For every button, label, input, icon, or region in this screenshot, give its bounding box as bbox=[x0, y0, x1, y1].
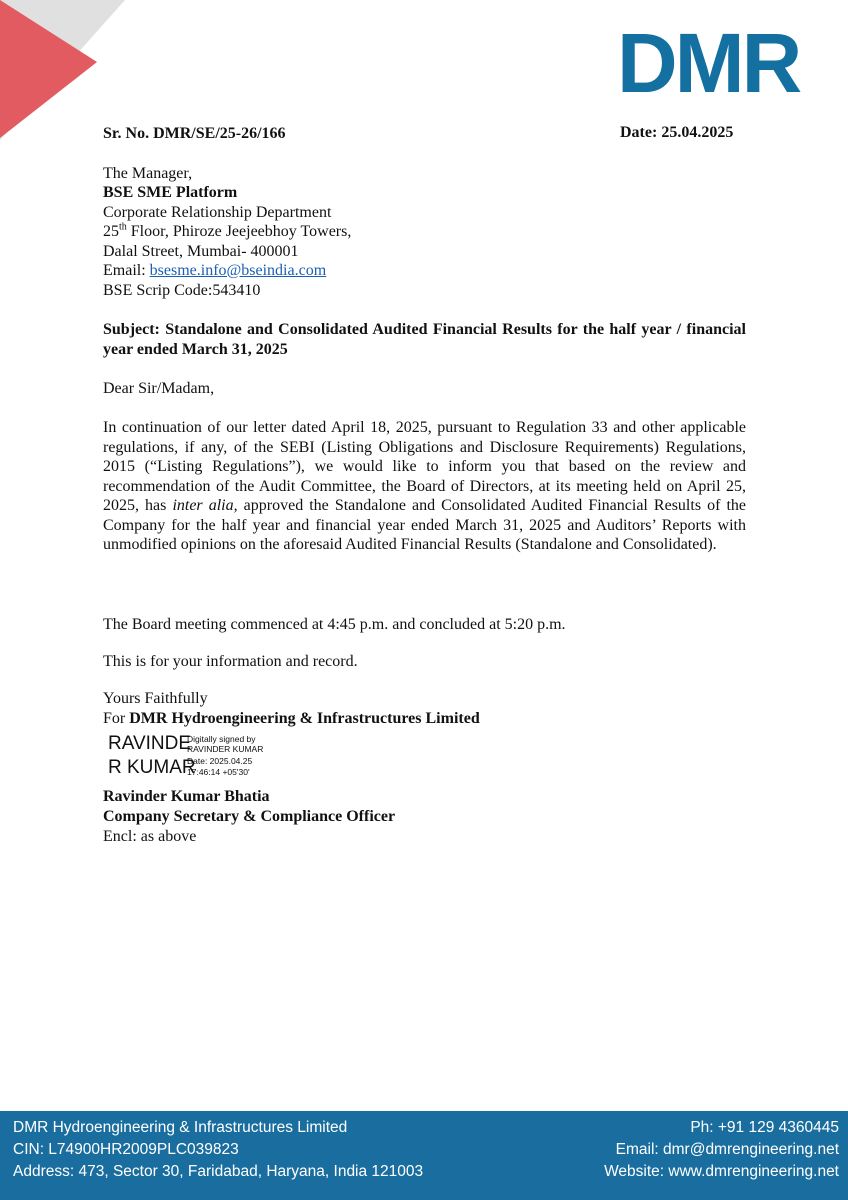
signature-digital-line-2: RAVINDER KUMAR bbox=[187, 744, 264, 754]
signatory-name: Ravinder Kumar Bhatia bbox=[103, 788, 270, 805]
closing-yours: Yours Faithfully bbox=[103, 690, 208, 707]
addressee-email-line: Email: bsesme.info@bseindia.com bbox=[103, 262, 327, 279]
signature-name-line-1: RAVINDE bbox=[108, 733, 192, 754]
enclosure: Encl: as above bbox=[103, 828, 197, 845]
footer-bar bbox=[0, 1111, 848, 1200]
footer-website[interactable]: Website: www.dmrengineering.net bbox=[604, 1163, 839, 1180]
salutation: Dear Sir/Madam, bbox=[103, 380, 215, 397]
scrip-code: BSE Scrip Code:543410 bbox=[103, 282, 261, 299]
signature-digital-line-3: Date: 2025.04.25 bbox=[187, 756, 253, 766]
addressee-line-2: BSE SME Platform bbox=[103, 184, 238, 201]
signature-name-line-2: R KUMAR bbox=[108, 757, 196, 778]
footer-cin: CIN: L74900HR2009PLC039823 bbox=[13, 1141, 239, 1158]
addressee-line-1: The Manager, bbox=[103, 165, 193, 182]
footer-address: Address: 473, Sector 30, Faridabad, Haryana, India 121003 bbox=[13, 1163, 424, 1180]
body-paragraph-2: The Board meeting commenced at 4:45 p.m. and concluded at 5:20 p.m. bbox=[103, 616, 566, 633]
subject: Subject: Standalone and Consolidated Audited Financial Results for the half year / financial year ended March 31, 2025 bbox=[103, 321, 746, 358]
bse-email-link[interactable]: bsesme.info@bseindia.com bbox=[149, 262, 327, 279]
footer-phone: Ph: +91 129 4360445 bbox=[690, 1119, 839, 1136]
closing-for-company: For DMR Hydroengineering & Infrastructures Limited bbox=[103, 710, 480, 727]
serial-number: Sr. No. DMR/SE/25-26/166 bbox=[103, 125, 286, 142]
corner-triangle-decoration bbox=[0, 0, 130, 140]
addressee-line-3: Corporate Relationship Department bbox=[103, 204, 332, 221]
signature-digital-line-4: 17:46:14 +05'30' bbox=[187, 767, 250, 777]
body-paragraph-1: In continuation of our letter dated April 18, 2025, pursuant to Regulation 33 and other applicable regulations, if any, of the SEBI (Listing Obligations and Disclosure Requirements) Regulations, 2015 (“Listing Regulations”), we would like to inform you that based on the review and recommendation of the Audit Committee, the Board of Directors, at its meeting held on April 25, 2025, has inter alia, approved the Standalone and Consolidated Audited Financial Results of the Company for the half year and financial year ended March 31, 2025 and Auditors’ Reports with unmodified opinions on the aforesaid Audited Financial Results (Standalone and Consolidated). bbox=[103, 419, 747, 553]
signature-digital-line-1: Digitally signed by bbox=[187, 734, 256, 744]
footer-company: DMR Hydroengineering & Infrastructures Limited bbox=[13, 1119, 348, 1136]
digital-signature bbox=[108, 733, 288, 781]
footer-email[interactable]: Email: dmr@dmrengineering.net bbox=[615, 1141, 839, 1158]
body-paragraph-3: This is for your information and record. bbox=[103, 653, 358, 670]
addressee-line-4: 25th Floor, Phiroze Jeejeebhoy Towers, bbox=[103, 221, 352, 240]
dmr-logo: DMR bbox=[617, 16, 800, 110]
signatory-title: Company Secretary & Compliance Officer bbox=[103, 808, 396, 825]
addressee-line-5: Dalal Street, Mumbai- 400001 bbox=[103, 243, 299, 260]
letter-date: Date: 25.04.2025 bbox=[620, 124, 734, 141]
